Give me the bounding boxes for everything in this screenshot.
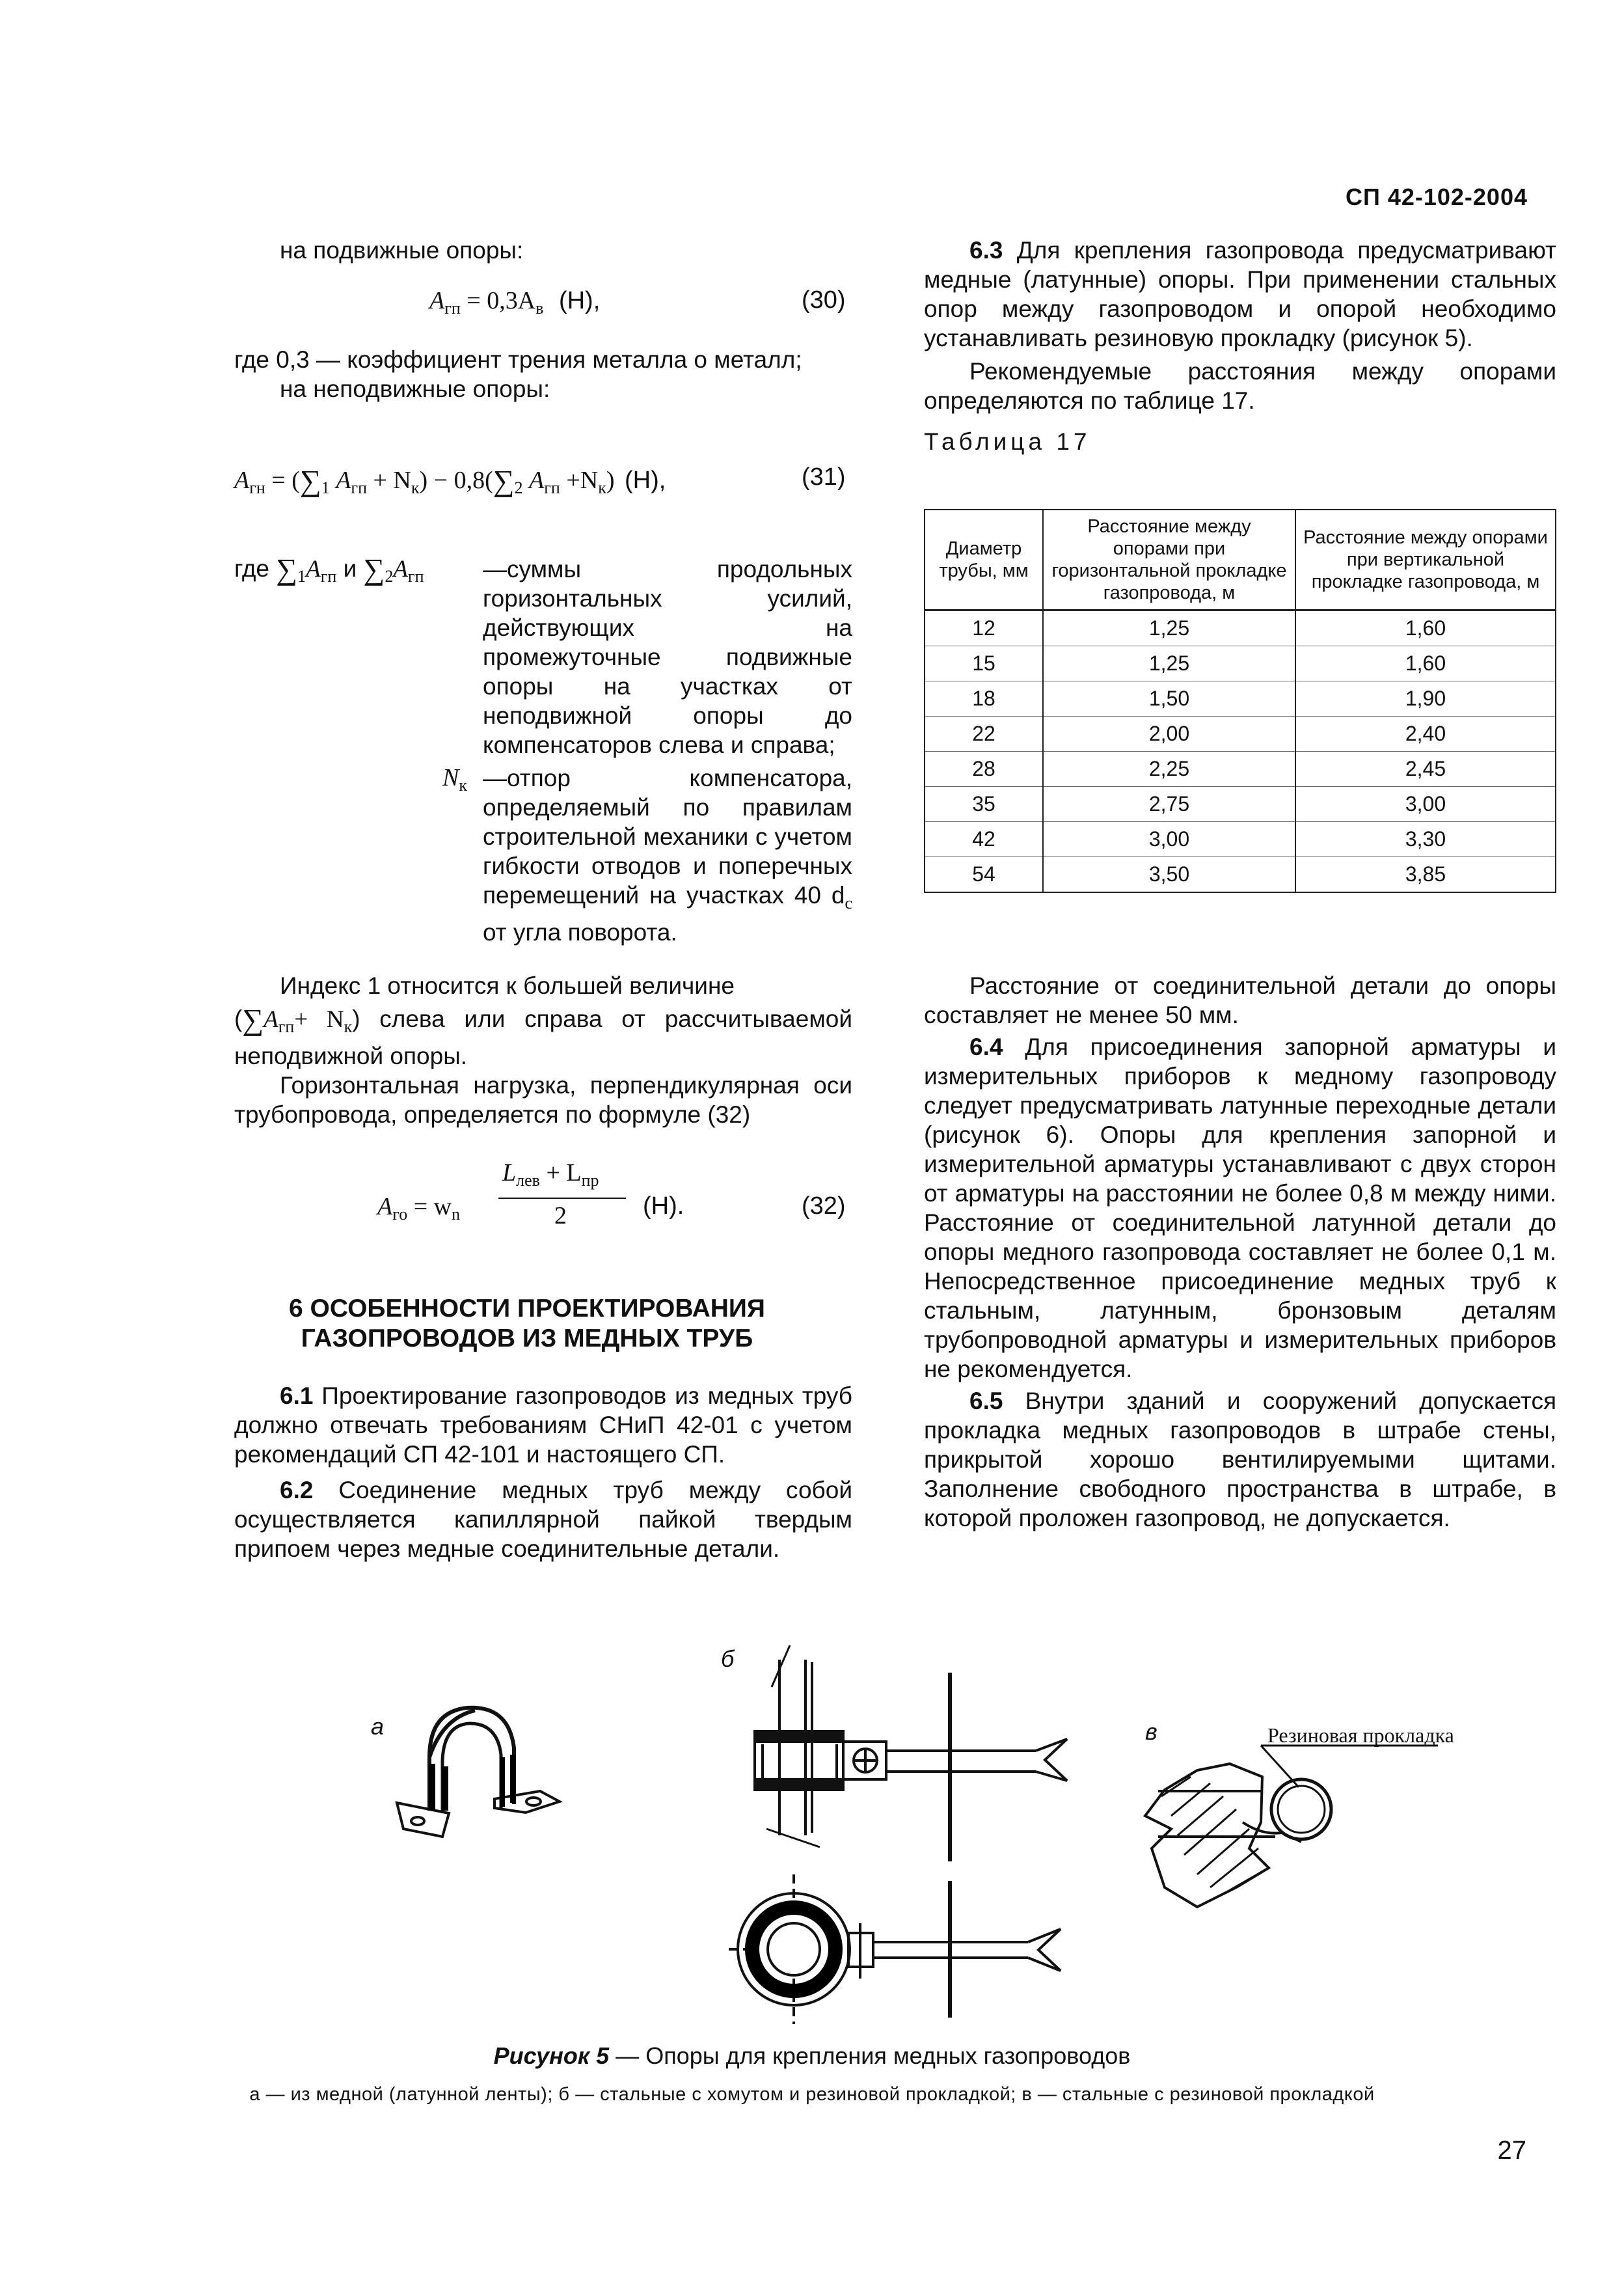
copper-strap-support xyxy=(397,1708,560,1837)
table-cell: 22 xyxy=(925,717,1043,752)
caption-title: Рисунок 5 xyxy=(493,2042,610,2069)
table-cell: 42 xyxy=(925,822,1043,857)
table-cell: 35 xyxy=(925,787,1043,822)
distance-paragraph: Расстояние от соединительной детали до опоры составляет не менее 50 мм. xyxy=(924,972,1556,1028)
table-cell: 3,00 xyxy=(1043,822,1295,857)
eq32-w: = w xyxy=(413,1193,452,1220)
p61-number: 6.1 xyxy=(280,1382,314,1409)
where-a2: A xyxy=(393,556,408,583)
table-cell: 2,45 xyxy=(1295,752,1556,787)
page-number: 27 xyxy=(1497,2136,1526,2165)
steel-clamp-support-top xyxy=(729,1874,1061,2024)
table-cell: 1,50 xyxy=(1043,681,1295,717)
label-v: в xyxy=(1145,1718,1157,1745)
paragraph-6-5 xyxy=(924,1386,1556,1533)
index-rest: ) слева или справа от рассчитываемой неподвижной опоры. xyxy=(234,1006,852,1069)
p65-text: Внутри зданий и сооружений допускается прокладка медных газопроводов в штрабе стены, прикрытой хорошо вентилируемыми щитами. Заполнение свободного пространства в штрабе, в которой проложен газопровод, не допускается. xyxy=(924,1388,1556,1531)
eq32-lhs-sub: го xyxy=(392,1205,408,1224)
table-cell: 2,40 xyxy=(1295,717,1556,752)
paragraph-6-1 xyxy=(234,1381,852,1469)
table-cell: 15 xyxy=(925,646,1043,681)
equation-30-number: (30) xyxy=(802,286,846,314)
eq31-unit: (Н), xyxy=(625,467,666,494)
table-row xyxy=(925,646,1556,681)
eq31-lhs-sub: гн xyxy=(249,478,265,497)
p63-text: Для крепления газопровода предусматривают медные (латунные) опоры. При применении стальных опор между газопроводом и опорой необходимо устанавливать резиновую прокладку (рисунок 5). xyxy=(924,237,1556,351)
table-cell: 1,60 xyxy=(1295,610,1556,646)
sum-symbol: ∑ xyxy=(242,1003,264,1036)
table-row xyxy=(925,717,1556,752)
equation-32 xyxy=(377,1158,716,1230)
table-cell: 1,25 xyxy=(1043,610,1295,646)
nk-desc-sub: с xyxy=(845,894,852,912)
table-row xyxy=(925,787,1556,822)
eq32-plus-l2: + L xyxy=(539,1159,582,1186)
equation-31 xyxy=(234,463,666,498)
table-cell: 2,75 xyxy=(1043,787,1295,822)
document-code: СП 42-102-2004 xyxy=(1345,184,1528,210)
section-heading: 6 ОСОБЕННОСТИ ПРОЕКТИРОВАНИЯ ГАЗОПРОВОДОВ ИЗ МЕДНЫХ ТРУБ xyxy=(289,1295,765,1352)
sum-symbol: ∑ xyxy=(276,553,298,586)
figure-5 xyxy=(0,1627,1624,2044)
eq32-l1: L xyxy=(502,1159,517,1186)
index-a: A xyxy=(264,1006,278,1033)
index-plus-nk: + N xyxy=(294,1006,344,1033)
nk-sub: к xyxy=(459,776,467,795)
paragraph-6-4 xyxy=(924,1032,1556,1384)
label-b: б xyxy=(721,1645,735,1672)
table-cell: 54 xyxy=(925,857,1043,893)
left-section-6 xyxy=(234,1381,852,1563)
eq30-lhs: A xyxy=(429,287,445,314)
where-a1: A xyxy=(306,556,321,583)
table-cell: 3,30 xyxy=(1295,822,1556,857)
table-cell: 3,50 xyxy=(1043,857,1295,893)
table-cell: 28 xyxy=(925,752,1043,787)
steel-clamp-support-side xyxy=(755,1645,1067,1861)
eq32-lev: лев xyxy=(516,1171,540,1190)
table-header-diameter: Диаметр трубы, мм xyxy=(925,510,1043,610)
right-column-bottom xyxy=(924,971,1556,1533)
eq30-unit: (Н), xyxy=(558,287,601,314)
recommended-distances: Рекомендуемые расстояния между опорами определяются по таблице 17. xyxy=(924,358,1556,414)
p65-number: 6.5 xyxy=(969,1388,1003,1414)
eq32-numerator xyxy=(502,1158,599,1190)
p62-number: 6.2 xyxy=(280,1477,314,1503)
where-a1-sub: гп xyxy=(320,567,337,586)
equation-31-number: (31) xyxy=(802,463,846,491)
sum-symbol: ∑ xyxy=(363,553,385,586)
fixed-supports-label: на неподвижные опоры: xyxy=(280,376,550,402)
eq32-lhs: A xyxy=(377,1193,393,1220)
table-cell: 3,85 xyxy=(1295,857,1556,893)
index-paragraph xyxy=(234,971,852,1129)
table-row xyxy=(925,822,1556,857)
p61-text: Проектирование газопроводов из медных труб должно отвечать требованиям СНиП 42-01 с учетом рекомендаций СП 42-101 и настоящего СП. xyxy=(234,1382,852,1468)
index-open-paren: ( xyxy=(234,1006,243,1032)
eq31-a1: A xyxy=(336,467,351,494)
p64-number: 6.4 xyxy=(969,1034,1003,1060)
nk-description xyxy=(483,763,852,947)
eq31-lhs: A xyxy=(234,467,250,494)
index-line1: Индекс 1 относится к большей величине xyxy=(280,972,735,999)
paragraph-6-3 xyxy=(924,236,1556,353)
table-header-vertical: Расстояние между опорами при вертикальной прокладке газопровода, м xyxy=(1295,510,1556,610)
nk-desc-main: —отпор компенсатора, определяемый по правилам строительной механики с учетом гибкости отводов и поперечных перемещений на участках 40 d xyxy=(483,765,852,909)
nk-symbol: N xyxy=(442,764,459,791)
p62-text: Соединение медных труб между собой осуществляется капиллярной пайкой твердым припоем через медные соединительные детали. xyxy=(234,1477,852,1562)
table-label: Таблица 17 xyxy=(924,428,1091,455)
eq31-minus: ) − 0,8( xyxy=(419,467,493,494)
left-where-03 xyxy=(234,345,852,404)
p63-number: 6.3 xyxy=(969,237,1003,264)
index-line2 xyxy=(234,1004,852,1071)
eq31-a2: A xyxy=(529,467,545,494)
fraction-bar xyxy=(498,1198,626,1199)
where-and: и xyxy=(343,555,357,582)
table-row xyxy=(925,681,1556,717)
right-column-top xyxy=(924,236,1556,456)
where-sum1-index: 1 xyxy=(297,567,306,586)
eq31-close: ) xyxy=(606,467,615,494)
eq32-unit: (Н). xyxy=(643,1192,684,1220)
sums-description: —суммы продольных горизонтальных усилий, действующих на промежуточные подвижные опоры на участках от неподвижной опоры до компенсаторов слева и справа; xyxy=(483,556,852,758)
table-cell: 12 xyxy=(925,610,1043,646)
p64-text: Для присоединения запорной арматуры и измерительных приборов к медному газопроводу следует предусматривать латунные переходные детали (рисунок 6). Опоры для крепления запорной и измерительной арматуры устанавливают с двух сторон от арматуры на расстоянии не более 0,8 м между ними. Расстояние от соединительной латунной детали до опоры медного газопровода составляет не более 0,1 м. Непосредственное присоединение медных труб к стальным, латунным, бронзовым деталям трубопроводной арматуры и измерительных приборов не рекомендуется. xyxy=(924,1034,1556,1382)
eq32-denominator: 2 xyxy=(554,1202,567,1229)
equation-32-number: (32) xyxy=(802,1192,846,1220)
table-cell: 1,60 xyxy=(1295,646,1556,681)
eq31-a2-sub: гп xyxy=(544,478,560,497)
nk-description-text xyxy=(483,763,852,947)
table-header-horizontal: Расстояние между опорами при горизонтальной прокладке газопровода, м xyxy=(1043,510,1295,610)
table-cell: 1,25 xyxy=(1043,646,1295,681)
eq31-plus-nk2: +N xyxy=(566,467,599,494)
table-17 xyxy=(924,509,1556,893)
index-nk-sub: к xyxy=(344,1017,353,1036)
movable-supports-label: на подвижные опоры: xyxy=(280,237,524,264)
where-sums-term xyxy=(234,552,424,586)
sum-symbol: ∑ xyxy=(299,464,321,497)
horizontal-load-paragraph: Горизонтальная нагрузка, перпендикулярная оси трубопровода, определяется по формуле (32) xyxy=(234,1072,852,1128)
eq31-equals: = ( xyxy=(271,467,300,494)
paragraph-6-2 xyxy=(234,1475,852,1563)
table-row xyxy=(925,752,1556,787)
caption-text: — Опоры для крепления медных газопроводов xyxy=(609,2042,1131,2069)
eq31-nk2-sub: к xyxy=(598,478,606,497)
left-column-top xyxy=(234,236,852,265)
index-a-sub: гп xyxy=(278,1017,295,1036)
eq30-lhs-sub: гп xyxy=(444,299,461,318)
eq30-rhs: = 0,3A xyxy=(467,287,536,314)
eq31-a1-sub: гп xyxy=(351,478,367,497)
table-cell: 18 xyxy=(925,681,1043,717)
table-cell: 2,00 xyxy=(1043,717,1295,752)
rubber-gasket-label: Резиновая прокладка xyxy=(1267,1723,1454,1747)
table-row xyxy=(925,857,1556,893)
figure-caption xyxy=(0,2042,1624,2070)
eq31-sum1-index: 1 xyxy=(321,478,330,497)
eq32-w-sub: n xyxy=(452,1205,461,1224)
table-header-row xyxy=(925,510,1556,610)
figure-legend: а — из медной (латунной ленты); б — стальные с хомутом и резиновой прокладкой; в — стальные с резиновой прокладкой xyxy=(249,2084,1375,2105)
table-cell: 3,00 xyxy=(1295,787,1556,822)
equation-30 xyxy=(429,286,600,318)
sum-symbol: ∑ xyxy=(493,464,515,497)
where-prefix: где xyxy=(234,555,270,582)
eq31-sum2-index: 2 xyxy=(514,478,523,497)
support-drawings xyxy=(0,1627,1624,2044)
where-sum2-index: 2 xyxy=(385,567,394,586)
nk-desc-end: от угла поворота. xyxy=(483,919,677,946)
eq31-nk-sub: к xyxy=(411,478,420,497)
where-sums-description xyxy=(483,555,852,760)
eq32-pr: пр xyxy=(581,1171,599,1190)
eq31-plus-nk: + N xyxy=(373,467,411,494)
table-row xyxy=(925,610,1556,646)
where-a2-sub: гп xyxy=(407,567,424,586)
table-cell: 2,25 xyxy=(1043,752,1295,787)
table-cell: 1,90 xyxy=(1295,681,1556,717)
eq30-rhs-sub: в xyxy=(535,299,544,318)
wall-support-with-gasket xyxy=(1145,1746,1438,1907)
friction-coefficient-note: где 0,3 — коэффициент трения металла о металл; xyxy=(234,346,802,373)
nk-term xyxy=(442,763,467,795)
label-a: а xyxy=(371,1713,385,1740)
